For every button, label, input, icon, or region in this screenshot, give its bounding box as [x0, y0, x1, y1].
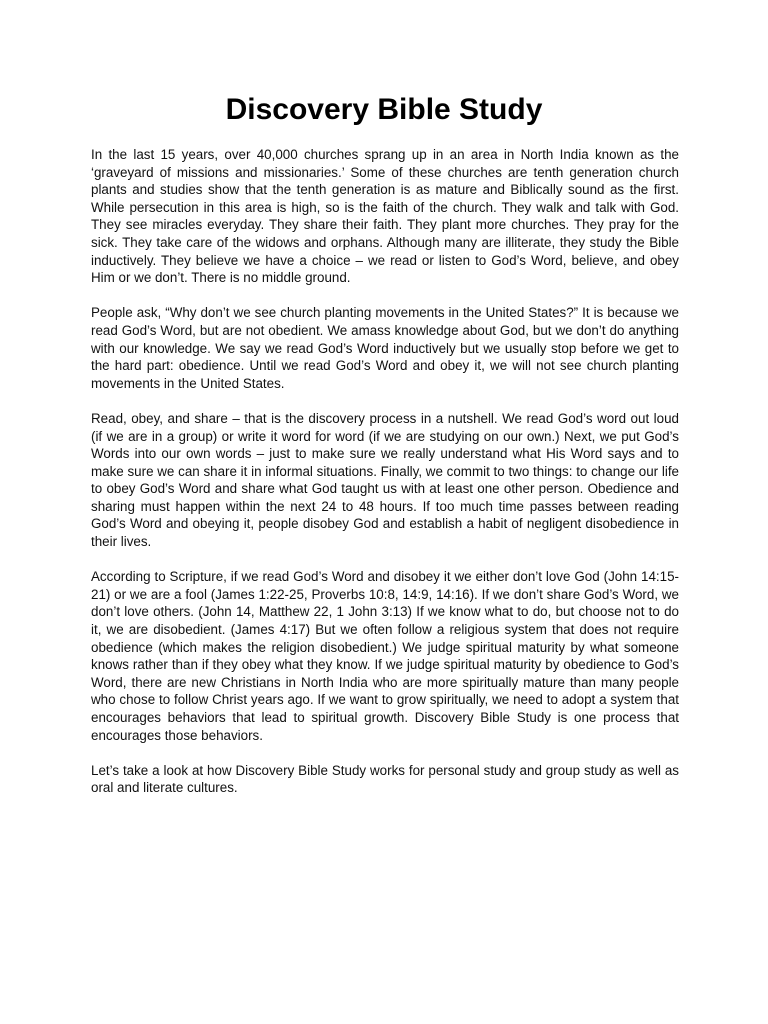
paragraph: Read, obey, and share – that is the discovery process in a nutshell. We read God’s word out loud (if we are in a group) or write it word for word (if we are studying on our own.) Next, we put God’s Words into our own words – just to make sure we really understand what His Word says and to make sure we can share it in informal situations. Finally, we commit to two things: to change our life to obey God’s Word and share what God taught us with at least one other person. Obedience and sharing must happen within the next 24 to 48 hours. If too much time passes between reading God’s Word and obeying it, people disobey God and establish a habit of negligent disobedience in their lives. [91, 410, 679, 550]
paragraph: According to Scripture, if we read God’s Word and disobey it we either don’t love God (John 14:15-21) or we are a fool (James 1:22-25, Proverbs 10:8, 14:9, 14:16). If we don’t share God’s Word, we don’t love others. (John 14, Matthew 22, 1 John 3:13) If we know what to do, but choose not to do it, we are disobedient. (James 4:17) But we often follow a religious system that does not require obedience (which makes the religion disobedient.) We judge spiritual maturity by what someone knows rather than if they obey what they know. If we judge spiritual maturity by obedience to God’s Word, there are new Christians in North India who are more spiritually mature than many people who chose to follow Christ years ago. If we want to grow spiritually, we need to adopt a system that encourages behaviors that lead to spiritual growth. Discovery Bible Study is one process that encourages those behaviors. [91, 569, 679, 743]
document-body [91, 146, 679, 815]
paragraph: Let’s take a look at how Discovery Bible Study works for personal study and group study as well as oral and literate cultures. [91, 762, 679, 796]
paragraph: In the last 15 years, over 40,000 churches sprang up in an area in North India known as the ‘graveyard of missions and missionaries.’ Some of these churches are tenth generation church plants and studies show that the tenth generation is as mature and Biblically sound as the first. While persecution in this area is high, so is the faith of the church. They walk and talk with God. They see miracles everyday. They share their faith. They plant more churches. They pray for the sick. They take care of the widows and orphans. Although many are illiterate, they study the Bible inductively. They believe we have a choice – we read or listen to God’s Word, believe, and obey Him or we don’t. There is no middle ground. [91, 147, 679, 286]
paragraph: People ask, “Why don’t we see church planting movements in the United States?” It is because we read God’s Word, but are not obedient. We amass knowledge about God, but we don’t do anything with our knowledge. We say we read God’s Word inductively but we usually stop before we get to the hard part: obedience. Until we read God’s Word and obey it, we will not see church planting movements in the United States. [91, 305, 679, 391]
page-title: Discovery Bible Study [225, 93, 543, 126]
